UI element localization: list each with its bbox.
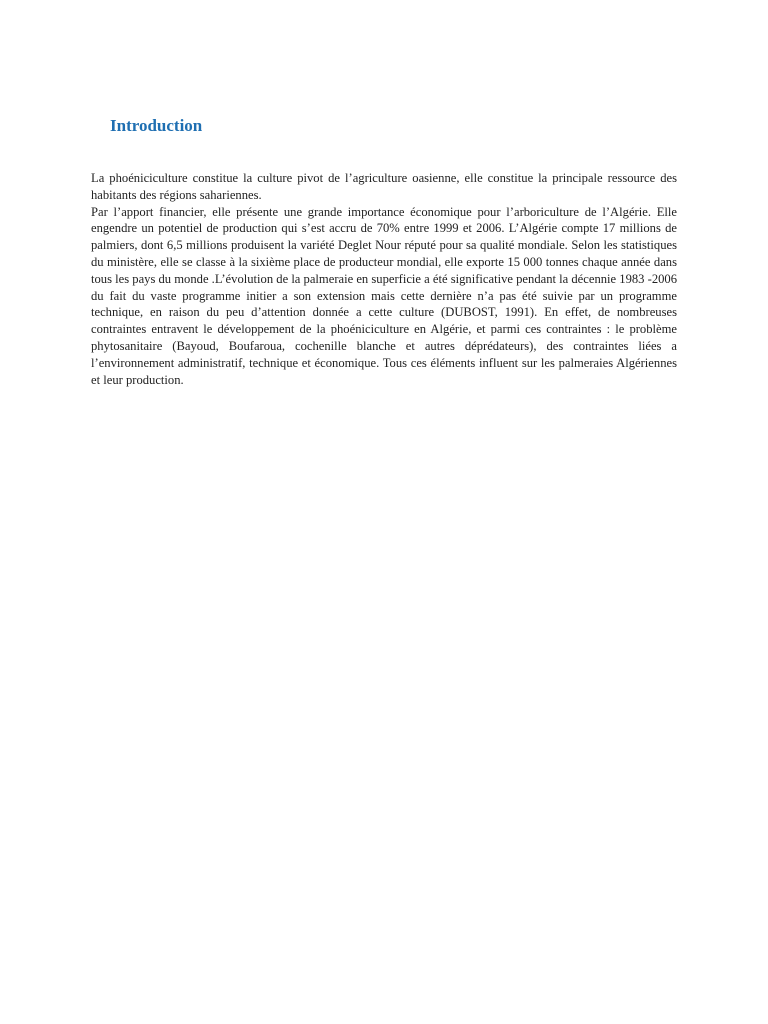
paragraph-main: Par l’apport financier, elle présente une grande importance économique pour l’arboriculture de l’Algérie. Elle engendre un potentiel de production qui s’est accru de 70% entre 1999 et 2006. L’Algérie compte 17 millions de palmiers, dont 6,5 millions produisent la variété Deglet Nour réputé pour sa qualité mondiale. Selon les statistiques du ministère, elle se classe à la sixième place de producteur mondial, elle exporte 15 000 tonnes chaque année dans tous les pays du monde .L’évolution de la palmeraie en superficie a été significative pendant la décennie 1983 -2006 du fait du vaste programme initier a son extension mais cette dernière n’a pas été suivie par un programme technique, en raison du peu d’attention donnée a cette culture (DUBOST, 1991). En effet, de nombreuses contraintes entravent le développement de la phoéniciculture en Algérie, et parmi ces contraintes : le problème phytosanitaire (Bayoud, Boufaroua, cochenille blanche et autres déprédateurs), des contraintes liées a l’environnement administratif, technique et économique. Tous ces éléments influent sur les palmeraies Algériennes et leur production. <box>91 204 678 387</box>
body-text <box>91 170 677 388</box>
section-heading: Introduction <box>110 116 203 135</box>
paragraph-intro: La phoéniciculture constitue la culture pivot de l’agriculture oasienne, elle constitue la principale ressource des habitants des régions sahariennes. <box>91 171 677 202</box>
